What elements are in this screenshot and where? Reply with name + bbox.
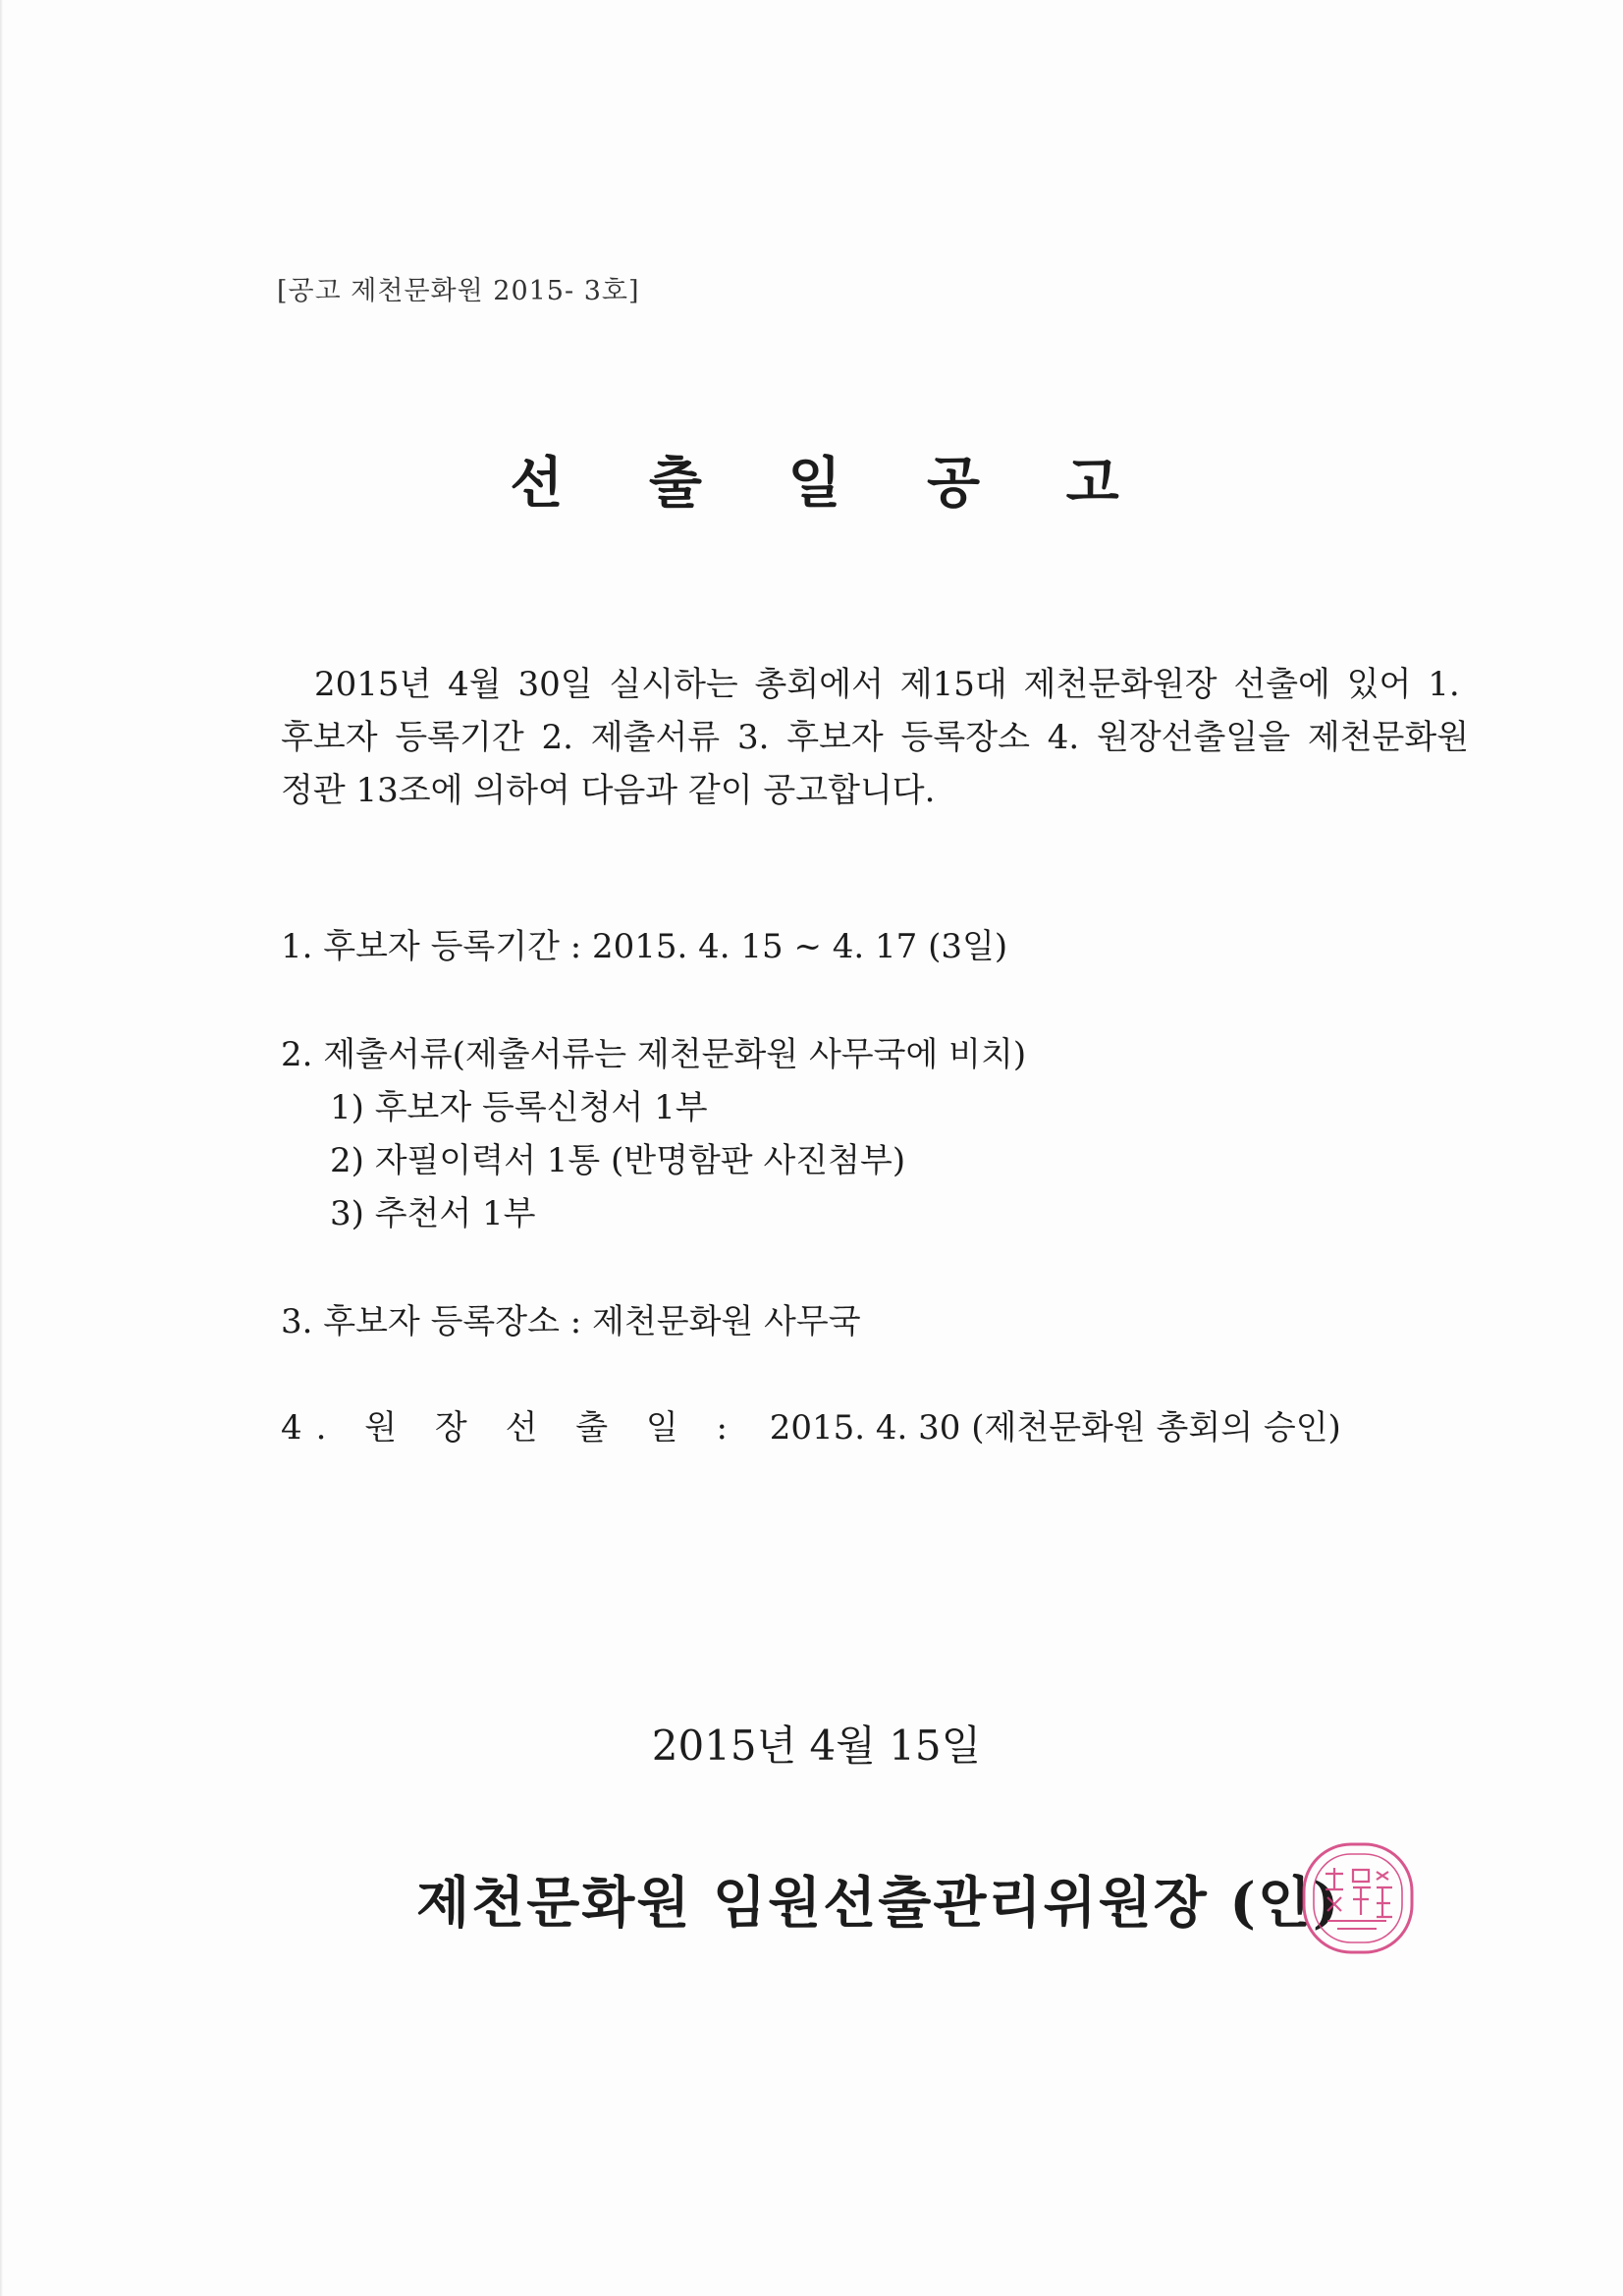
item-election-date-label: 4. 원 장 선 출 일 :	[281, 1408, 741, 1448]
scan-edge	[0, 0, 3, 2296]
document-title: 선 출 일 공 고	[510, 451, 1153, 516]
signer-line: 제천문화원 임원선출관리위원장 (인)	[416, 1871, 1341, 1936]
intro-line-2: 후보자 등록기간 2. 제출서류 3. 후보자 등록장소 4. 원장선출일을 제천문화원	[281, 718, 1470, 757]
item-registration-place: 3. 후보자 등록장소 : 제천문화원 사무국	[281, 1302, 861, 1341]
issue-date: 2015년 4월 15일	[651, 1722, 982, 1770]
intro-line-1: 2015년 4월 30일 실시하는 총회에서 제15대 제천문화원장 선출에 있어 1.	[314, 665, 1460, 704]
item-documents-sub-3: 3) 추천서 1부	[330, 1194, 536, 1233]
item-documents-sub-2: 2) 자필이력서 1통 (반명함판 사진첨부)	[330, 1141, 906, 1180]
official-seal-icon	[1294, 1834, 1422, 1962]
intro-paragraph	[281, 658, 1470, 817]
intro-line-3: 정관 13조에 의하여 다음과 같이 공고합니다.	[281, 771, 936, 810]
seal-glyph-3	[1377, 1872, 1392, 1917]
seal-glyph-1	[1325, 1868, 1343, 1911]
item-documents-sub-1: 1) 후보자 등록신청서 1부	[330, 1088, 708, 1127]
notice-number: [공고 제천문화원 2015- 3호]	[277, 276, 640, 306]
item-registration-period: 1. 후보자 등록기간 : 2015. 4. 15 ~ 4. 17 (3일)	[281, 927, 1008, 966]
seal-glyph-4	[1327, 1921, 1386, 1929]
seal-glyph-2	[1353, 1870, 1371, 1915]
item-election-date	[281, 1400, 1341, 1449]
item-election-date-value: 2015. 4. 30 (제천문화원 총회의 승인)	[769, 1408, 1341, 1448]
item-documents-heading: 2. 제출서류(제출서류는 제천문화원 사무국에 비치)	[281, 1035, 1027, 1074]
